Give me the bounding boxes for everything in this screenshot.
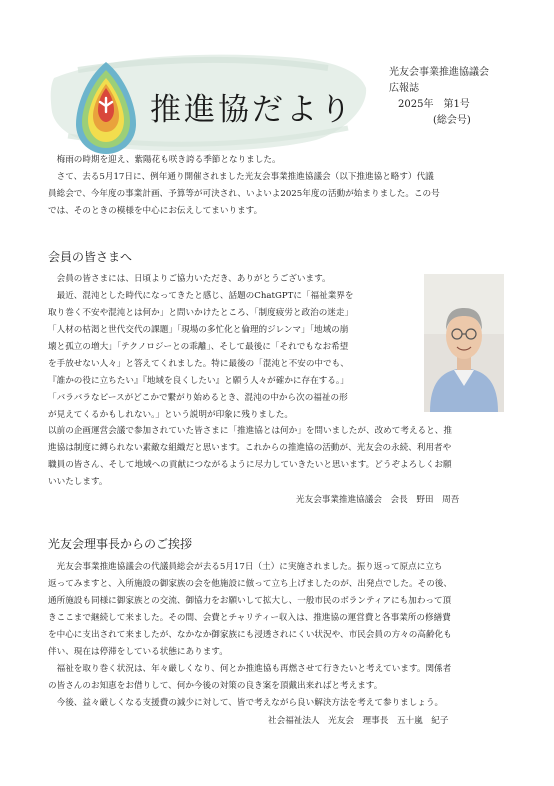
text-line: を中心に支出されて来ましたが、なかなか御家族にも浸透されにくい状況や、市民会員の方々の高齢化も: [48, 630, 452, 640]
organization-name: 光友会事業推進協議会: [389, 67, 489, 78]
newsletter-title: 推進協だより: [150, 92, 354, 128]
chairman-portrait-photo: [424, 274, 504, 412]
members-message-text: [48, 271, 413, 424]
text-line: 壊と孤立の増大」「テクノロジーとの乖離」、そして最後に「それでもなお希望: [48, 342, 349, 352]
intro-line: では、そのときの模様を中心にお伝えしてまいります。: [48, 206, 263, 216]
text-line: 今後、益々厳しくなる支援費の減少に対して、皆で考えながら良い解決方法を考えて参りましょう。: [56, 698, 444, 708]
text-line: 会員の皆さまには、日頃よりご協力いただき、ありがとうございます。: [56, 274, 331, 284]
issue-number: 2025年 第1号: [398, 99, 470, 110]
chairman-signature: 光友会事業推進協議会 会長 野田 周吾: [296, 495, 460, 505]
text-line: 取り巻く不安や混沌とは何か」と問いかけたところ、「制度疲労と政治の迷走」: [48, 308, 354, 318]
section-heading-director-greeting: 光友会理事長からのご挨拶: [48, 537, 193, 551]
text-line: きここまで継続して来ました。その間、会費とチャリティー収入は、推進協の運営費と各事業所の修繕費: [48, 613, 451, 623]
text-line: 「人材の枯渇と世代交代の課題」「現場の多忙化と倫理的ジレンマ」「地域の崩: [48, 325, 349, 335]
text-line: が見えてくるかもしれない。」という説明が印象に残りました。: [48, 410, 293, 420]
text-line: 『誰かの役に立ちたい』『地域を良くしたい』と願う人々が確かに存在する。」: [48, 376, 349, 386]
text-line: を手放せない人々」と答えてくれました。特に最後の「混沌と不安の中でも、: [48, 359, 349, 369]
members-message-continued: [48, 423, 510, 491]
text-line: 「バラバラなピースがどこかで繋がり始めるとき、混沌の中から次の福祉の形: [48, 393, 348, 403]
text-line: 伴い、現在は停滞をしている状態にあります。: [48, 647, 228, 657]
text-line: 光友会事業推進協議会の代議員総会が去る5月17日（土）に実施されました。振り返って原点に立ち: [56, 562, 443, 572]
logo-icon: [74, 60, 138, 156]
text-line: 以前の企画運営会議で参加されていた皆さまに「推進協とは何か」を問いましたが、改めて考えると、推: [48, 426, 452, 436]
issue-note: (総会号): [433, 115, 471, 126]
intro-line: 員総会で、今年度の事業計画、予算等が可決され、いよいよ2025年度の活動が始まりました。この号: [48, 189, 440, 199]
intro-line: さて、去る5月17日に、例年通り開催されました光友会事業推進協議会（以下推進協と略す）代議: [56, 172, 434, 182]
text-line: 職員の皆さん、そして地域への貢献につながるように尽力していきたいと思います。どうぞよろしくお願: [48, 460, 452, 470]
director-greeting-text: [48, 559, 518, 712]
publication-type: 広報誌: [389, 83, 419, 94]
text-line: 福祉を取り巻く状況は、年々厳しくなり、何とか推進協も再燃させて行きたいと考えています。関係者: [56, 664, 452, 674]
text-line: の皆さんのお知恵をお借りして、何か今後の対策の良き案を頂戴出来ればと考えます。: [48, 681, 383, 691]
section-heading-members: 会員の皆さまへ: [48, 250, 133, 264]
text-line: 返ってみますと、入所施設の御家族の会を他施設に倣って立ち上げましたのが、出発点でした。その後、: [48, 579, 452, 589]
director-signature: 社会福祉法人 光友会 理事長 五十嵐 紀子: [268, 716, 449, 726]
text-line: 通所施設も同様に御家族との交流、御協力をお願いして拡大し、一般市民のボランティアにも加わって頂: [48, 596, 452, 606]
text-line: いいたします。: [48, 477, 108, 487]
text-line: 進協は制度に縛られない素敵な組織だと思います。これからの推進協の活動が、光友会の永続、利用者や: [48, 443, 452, 453]
text-line: 最近、混沌とした時代になってきたと感じ、話題のChatGPTに「福祉業界を: [56, 291, 354, 301]
intro-line: 梅雨の時期を迎え、紫陽花も咲き誇る季節となりました。: [56, 155, 281, 165]
intro-paragraph: [48, 152, 510, 220]
